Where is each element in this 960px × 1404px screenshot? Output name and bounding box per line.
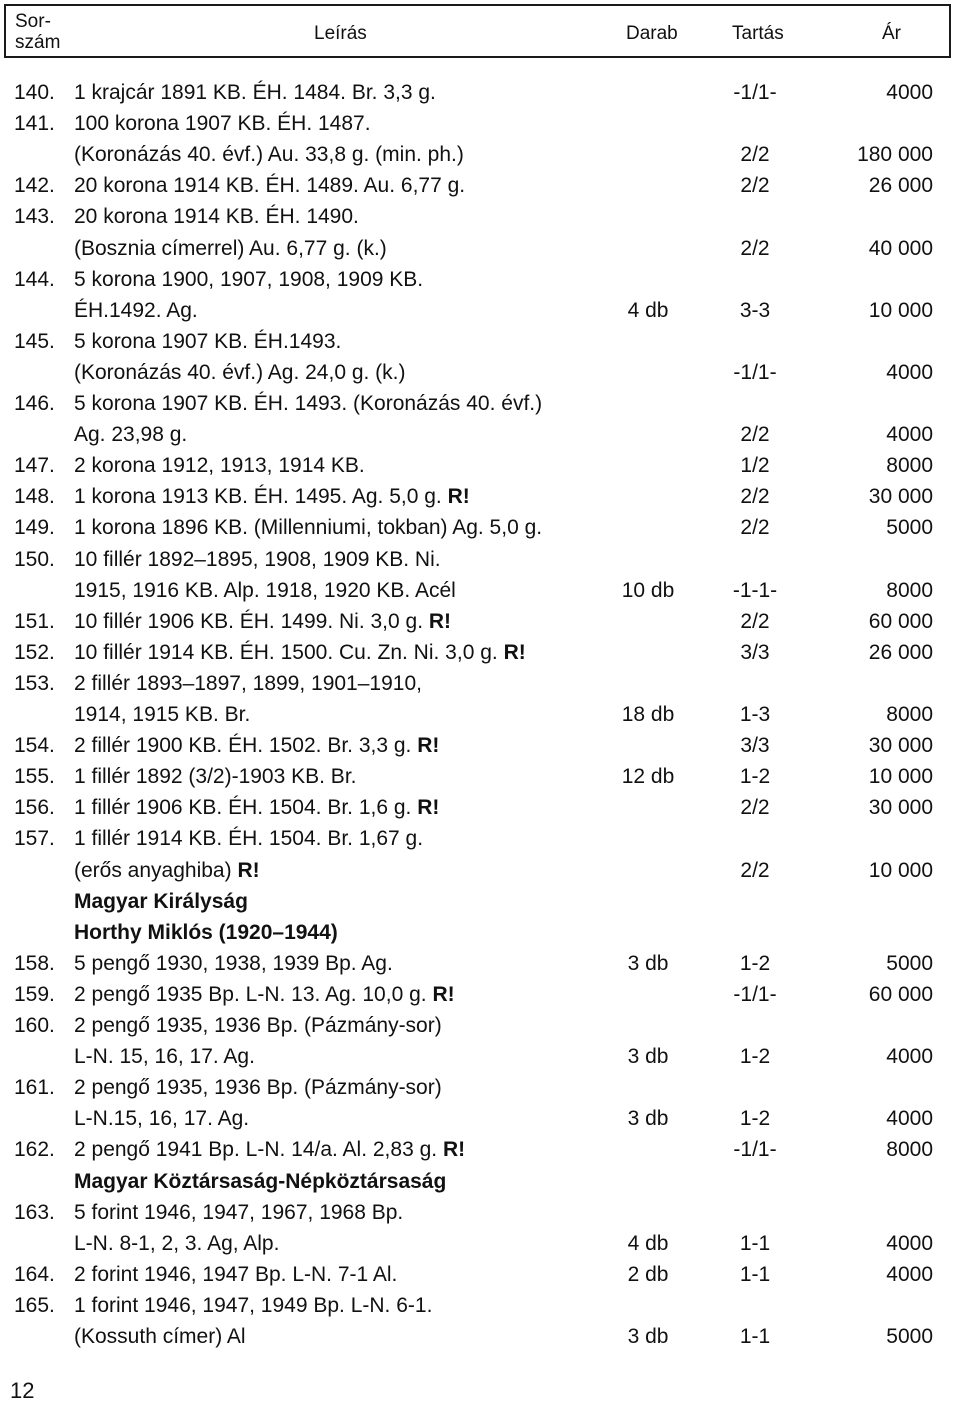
header-serial-number: Sor-szám — [15, 11, 61, 53]
price-cell: 4000 — [886, 423, 933, 447]
rarity-mark: R! — [237, 858, 260, 882]
condition-cell: 1-2 — [739, 1107, 771, 1131]
description-text: (Koronázás 40. évf.) Ag. 24,0 g. (k.) — [74, 360, 406, 384]
serial-number-cell: 149. — [14, 516, 55, 540]
description-text: 1915, 1916 KB. Alp. 1918, 1920 KB. Acél — [74, 578, 456, 602]
serial-number-cell: 148. — [14, 485, 55, 509]
description-text: Magyar Köztársaság-Népköztársaság — [74, 1169, 447, 1193]
description-text: 1 korona 1913 KB. ÉH. 1495. Ag. 5,0 g. — [74, 485, 442, 509]
description-cell — [74, 295, 198, 326]
condition-cell: 1-2 — [739, 951, 771, 975]
section-heading-row — [0, 917, 960, 948]
table-row — [0, 201, 960, 232]
condition-cell: -1/1- — [733, 1138, 777, 1162]
price-cell: 30 000 — [868, 734, 933, 758]
description-cell — [74, 170, 465, 201]
serial-number-cell: 153. — [14, 671, 55, 695]
page-number: 12 — [10, 1378, 35, 1403]
serial-number-cell: 150. — [14, 547, 55, 571]
serial-number-cell: 161. — [14, 1076, 55, 1100]
serial-number-cell: 151. — [14, 609, 55, 633]
price-cell: 5000 — [886, 951, 933, 975]
description-text: (erős anyaghiba) — [74, 858, 232, 882]
serial-number-cell: 143. — [14, 205, 55, 229]
price-cell: 8000 — [886, 454, 933, 478]
condition-cell: 1-1 — [739, 1231, 771, 1255]
description-text: 100 korona 1907 KB. ÉH. 1487. — [74, 112, 371, 136]
section-heading-row — [0, 1166, 960, 1197]
serial-number-cell: 160. — [14, 1014, 55, 1037]
table-row — [0, 948, 960, 979]
table-row — [0, 730, 960, 761]
price-cell: 60 000 — [868, 609, 933, 633]
description-text: 5 korona 1907 KB. ÉH.1493. — [74, 329, 342, 353]
rarity-mark: R! — [417, 796, 440, 820]
condition-cell: 1/2 — [740, 454, 770, 478]
description-cell — [74, 108, 371, 139]
description-text: L-N.15, 16, 17. Ag. — [74, 1107, 250, 1131]
table-row — [0, 668, 960, 699]
quantity-cell: 4 db — [627, 298, 669, 322]
serial-number-cell: 156. — [14, 796, 55, 820]
description-cell — [74, 1259, 397, 1290]
description-cell — [74, 699, 250, 730]
description-cell — [74, 1041, 255, 1072]
description-text: 5 korona 1907 KB. ÉH. 1493. (Koronázás 40. évf.) — [74, 392, 543, 415]
table-row — [0, 233, 960, 264]
table-row — [0, 481, 960, 512]
price-cell: 8000 — [886, 578, 933, 602]
condition-cell: -1-1- — [732, 578, 778, 602]
description-text: (Kossuth címer) Al — [74, 1325, 246, 1348]
description-text: 10 fillér 1914 KB. ÉH. 1500. Cu. Zn. Ni. 3,0 g. — [74, 640, 498, 664]
description-cell — [74, 419, 187, 450]
description-text: 10 fillér 1892–1895, 1908, 1909 KB. Ni. — [74, 547, 441, 571]
description-text: 2 korona 1912, 1913, 1914 KB. — [74, 454, 365, 478]
description-text: 20 korona 1914 KB. ÉH. 1489. Au. 6,77 g. — [74, 174, 466, 198]
condition-cell: 3-3 — [739, 298, 771, 322]
serial-number-cell: 164. — [14, 1262, 55, 1286]
price-cell: 4000 — [886, 360, 933, 384]
description-text: 2 fillér 1893–1897, 1899, 1901–1910, — [74, 671, 422, 695]
table-row — [0, 108, 960, 139]
price-cell: 60 000 — [868, 982, 933, 1006]
table-row — [0, 1259, 960, 1290]
description-text: 1 fillér 1914 KB. ÉH. 1504. Br. 1,67 g. — [74, 827, 424, 851]
condition-cell: 2/2 — [740, 485, 770, 509]
table-row — [0, 544, 960, 575]
table-row — [0, 1041, 960, 1072]
table-row — [0, 139, 960, 170]
description-text: L-N. 8-1, 2, 3. Ag, Alp. — [74, 1231, 280, 1255]
price-cell: 4000 — [886, 81, 933, 104]
serial-number-cell: 140. — [14, 81, 55, 104]
description-cell — [74, 1072, 442, 1103]
table-row — [0, 450, 960, 481]
serial-number-cell: 154. — [14, 734, 55, 758]
description-text: (Koronázás 40. évf.) Au. 33,8 g. (min. ph.) — [74, 143, 464, 167]
price-cell: 5000 — [886, 1325, 933, 1348]
description-cell — [74, 761, 357, 792]
condition-cell: 2/2 — [740, 236, 770, 260]
description-cell — [74, 544, 441, 575]
description-text: 5 korona 1900, 1907, 1908, 1909 KB. — [74, 267, 424, 291]
description-text: ÉH.1492. Ag. — [74, 298, 198, 322]
description-text: 2 pengő 1935, 1936 Bp. (Pázmány-sor) — [74, 1014, 442, 1037]
price-cell: 40 000 — [868, 236, 933, 260]
quantity-cell: 3 db — [627, 1107, 669, 1131]
price-cell: 10 000 — [868, 765, 933, 789]
quantity-cell: 3 db — [627, 951, 669, 975]
description-text: L-N. 15, 16, 17. Ag. — [74, 1045, 255, 1069]
rarity-mark: R! — [447, 485, 470, 509]
table-row — [0, 606, 960, 637]
description-cell — [74, 979, 455, 1010]
table-row — [0, 1134, 960, 1165]
condition-cell: -1/1- — [733, 360, 777, 384]
price-cell: 10 000 — [868, 298, 933, 322]
description-cell — [74, 730, 439, 761]
quantity-cell: 3 db — [627, 1045, 669, 1069]
table-row — [0, 295, 960, 326]
table-row — [0, 512, 960, 543]
price-cell: 26 000 — [868, 640, 933, 664]
section-heading — [74, 886, 248, 917]
price-cell: 4000 — [886, 1231, 933, 1255]
header-condition: Tartás — [732, 23, 784, 44]
description-text: 2 forint 1946, 1947 Bp. L-N. 7-1 Al. — [74, 1262, 398, 1286]
condition-cell: 2/2 — [740, 423, 770, 447]
table-row — [0, 699, 960, 730]
condition-cell: 1-3 — [739, 703, 771, 726]
serial-number-cell: 163. — [14, 1200, 55, 1224]
description-text: 2 pengő 1935 Bp. L-N. 13. Ag. 10,0 g. — [74, 982, 427, 1006]
description-cell — [74, 357, 406, 388]
description-cell — [74, 481, 470, 512]
description-text: (Bosznia címerrel) Au. 6,77 g. (k.) — [74, 236, 387, 260]
price-cell: 5000 — [886, 516, 933, 540]
serial-number-cell: 142. — [14, 174, 55, 198]
quantity-cell: 3 db — [627, 1325, 669, 1348]
table-row — [0, 823, 960, 854]
description-cell — [74, 1290, 432, 1321]
table-row — [0, 1321, 960, 1352]
description-text: 5 pengő 1930, 1938, 1939 Bp. Ag. — [74, 951, 393, 975]
quantity-cell: 12 db — [621, 765, 675, 789]
serial-number-cell: 147. — [14, 454, 55, 478]
quantity-cell: 2 db — [627, 1262, 669, 1286]
description-cell — [74, 1228, 279, 1259]
description-cell — [74, 139, 464, 170]
serial-number-cell: 158. — [14, 951, 55, 975]
description-text: 10 fillér 1906 KB. ÉH. 1499. Ni. 3,0 g. — [74, 609, 424, 633]
price-cell: 10 000 — [868, 858, 933, 882]
serial-number-cell: 165. — [14, 1293, 55, 1317]
header-price: Ár — [882, 23, 901, 44]
table-row — [0, 855, 960, 886]
description-cell — [74, 575, 456, 606]
description-cell — [74, 1010, 442, 1041]
description-text: 1914, 1915 KB. Br. — [74, 703, 251, 726]
rarity-mark: R! — [428, 609, 452, 633]
table-row — [0, 1290, 960, 1321]
description-cell — [74, 326, 341, 357]
serial-number-cell: 155. — [14, 765, 55, 789]
section-heading-row — [0, 886, 960, 917]
table-row — [0, 419, 960, 450]
table-row — [0, 1010, 960, 1041]
price-cell: 26 000 — [868, 174, 933, 198]
serial-number-cell: 157. — [14, 827, 55, 851]
description-cell — [74, 606, 451, 637]
description-cell — [74, 1103, 249, 1134]
condition-cell: 2/2 — [740, 516, 770, 540]
rarity-mark: R! — [442, 1138, 466, 1162]
condition-cell: -1/1- — [733, 982, 777, 1006]
description-text: Ag. 23,98 g. — [74, 423, 188, 447]
header-quantity: Darab — [626, 23, 678, 44]
serial-number-cell: 145. — [14, 329, 55, 353]
condition-cell: 1-2 — [739, 765, 771, 789]
rarity-mark: R! — [503, 640, 526, 664]
header-description: Leírás — [314, 23, 367, 44]
description-cell — [74, 1321, 246, 1352]
description-cell — [74, 264, 423, 295]
condition-cell: 1-1 — [739, 1325, 771, 1348]
description-cell — [74, 1197, 403, 1228]
description-text: 5 forint 1946, 1947, 1967, 1968 Bp. — [74, 1200, 404, 1224]
table-row — [0, 264, 960, 295]
description-text: 2 pengő 1935, 1936 Bp. (Pázmány-sor) — [74, 1076, 442, 1100]
table-row — [0, 979, 960, 1010]
description-text: 2 pengő 1941 Bp. L-N. 14/a. Al. 2,83 g. — [74, 1138, 438, 1162]
table-row — [0, 761, 960, 792]
serial-number-cell: 146. — [14, 392, 55, 415]
quantity-cell: 4 db — [627, 1231, 669, 1255]
price-cell: 8000 — [886, 703, 933, 726]
serial-number-cell: 144. — [14, 267, 55, 291]
condition-cell: 1-1 — [739, 1262, 771, 1286]
condition-cell: 3/3 — [740, 734, 770, 758]
description-cell — [74, 792, 439, 823]
price-cell: 8000 — [886, 1138, 933, 1162]
table-row — [0, 1103, 960, 1134]
description-cell — [74, 855, 260, 886]
description-cell — [74, 77, 436, 108]
description-cell — [74, 1134, 465, 1165]
table-row — [0, 792, 960, 823]
description-cell — [74, 668, 422, 699]
description-text: 1 korona 1896 KB. (Millenniumi, tokban) Ag. 5,0 g. — [74, 516, 543, 540]
section-heading — [74, 1166, 446, 1197]
price-cell: 180 000 — [857, 143, 933, 167]
quantity-cell: 10 db — [621, 578, 675, 602]
table-row — [0, 326, 960, 357]
table-row — [0, 1197, 960, 1228]
table-header — [4, 4, 951, 58]
serial-number-cell: 162. — [14, 1138, 55, 1162]
serial-number-cell: 141. — [14, 112, 55, 136]
table-row — [0, 388, 960, 419]
description-text: 20 korona 1914 KB. ÉH. 1490. — [74, 205, 359, 229]
description-cell — [74, 233, 387, 264]
rarity-mark: R! — [417, 734, 440, 758]
condition-cell: 2/2 — [740, 609, 770, 633]
table-row — [0, 1228, 960, 1259]
quantity-cell: 18 db — [621, 703, 675, 726]
condition-cell: 2/2 — [740, 858, 770, 882]
condition-cell: 2/2 — [740, 143, 770, 167]
price-cell: 4000 — [886, 1262, 933, 1286]
description-text: Horthy Miklós (1920–1944) — [74, 920, 338, 944]
table-row — [0, 637, 960, 668]
description-cell — [74, 637, 526, 668]
price-cell: 30 000 — [868, 485, 933, 509]
price-cell: 30 000 — [868, 796, 933, 820]
description-text: Magyar Királyság — [74, 889, 248, 913]
description-cell — [74, 823, 423, 854]
table-row — [0, 1072, 960, 1103]
section-heading — [74, 917, 338, 948]
serial-number-cell: 159. — [14, 982, 55, 1006]
condition-cell: -1/1- — [733, 81, 777, 104]
description-cell — [74, 450, 365, 481]
description-cell — [74, 201, 359, 232]
condition-cell: 3/3 — [740, 640, 770, 664]
description-text: 1 fillér 1892 (3/2)-1903 KB. Br. — [74, 765, 357, 789]
condition-cell: 2/2 — [740, 796, 770, 820]
price-cell: 4000 — [886, 1045, 933, 1069]
rarity-mark: R! — [432, 982, 455, 1006]
price-cell: 4000 — [886, 1107, 933, 1131]
description-cell — [74, 512, 542, 543]
description-text: 2 fillér 1900 KB. ÉH. 1502. Br. 3,3 g. — [74, 734, 412, 758]
table-row — [0, 77, 960, 108]
table-row — [0, 357, 960, 388]
description-cell — [74, 388, 542, 419]
serial-number-cell: 152. — [14, 640, 55, 664]
condition-cell: 1-2 — [739, 1045, 771, 1069]
table-row — [0, 170, 960, 201]
description-text: 1 krajcár 1891 KB. ÉH. 1484. Br. 3,3 g. — [74, 81, 436, 104]
description-text: 1 fillér 1906 KB. ÉH. 1504. Br. 1,6 g. — [74, 796, 412, 820]
table-row — [0, 575, 960, 606]
description-cell — [74, 948, 393, 979]
condition-cell: 2/2 — [740, 174, 770, 198]
description-text: 1 forint 1946, 1947, 1949 Bp. L-N. 6-1. — [74, 1293, 433, 1317]
